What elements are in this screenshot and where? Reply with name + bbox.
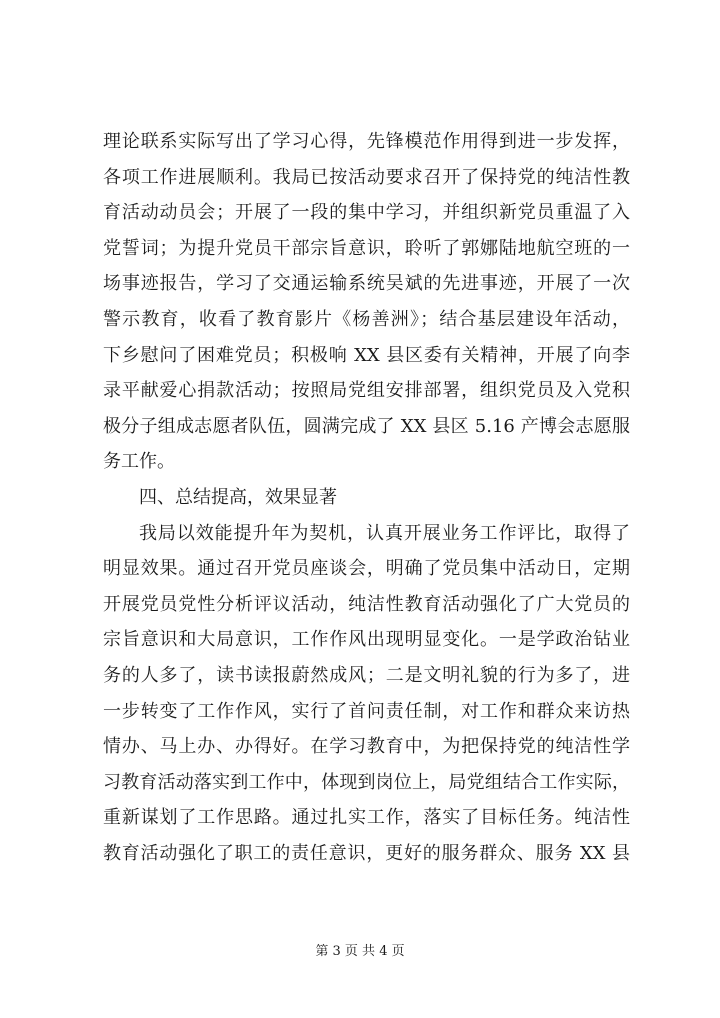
section-heading: 四、总结提高，效果显著 bbox=[139, 486, 337, 508]
text-line: 极分子组成志愿者队伍，圆满完成了 XX 县区 5.16 产博会志愿服 bbox=[103, 415, 630, 437]
text-line: 教育活动强化了职工的责任意识，更好的服务群众、服务 XX 县 bbox=[103, 842, 630, 864]
text-line: 重新谋划了工作思路。通过扎实工作，落实了目标任务。纯洁性 bbox=[103, 807, 630, 829]
text-line: 警示教育，收看了教育影片《杨善洲》；结合基层建设年活动， bbox=[103, 308, 630, 330]
body-text bbox=[103, 124, 630, 871]
text-line: 开展党员党性分析评议活动，纯洁性教育活动强化了广大党员的 bbox=[103, 593, 630, 615]
text-line: 宗旨意识和大局意识，工作作风出现明显变化。一是学政治钻业 bbox=[103, 629, 630, 651]
text-line: 务的人多了，读书读报蔚然成风；二是文明礼貌的行为多了，进 bbox=[103, 664, 630, 686]
text-line: 明显效果。通过召开党员座谈会，明确了党员集中活动日，定期 bbox=[103, 558, 630, 580]
text-line: 一步转变了工作作风，实行了首问责任制，对工作和群众来访热 bbox=[103, 700, 630, 722]
text-line: 录平献爱心捐款活动；按照局党组安排部署，组织党员及入党积 bbox=[103, 380, 630, 402]
paragraph-1 bbox=[103, 124, 630, 480]
text-line: 党誓词；为提升党员干部宗旨意识，聆听了郭娜陆地航空班的一 bbox=[103, 237, 630, 259]
paragraph-2 bbox=[103, 516, 630, 872]
text-line: 习教育活动落实到工作中，体现到岗位上，局党组结合工作实际， bbox=[103, 771, 630, 793]
text-line: 情办、马上办、办得好。在学习教育中，为把保持党的纯洁性学 bbox=[103, 736, 630, 758]
text-line: 理论联系实际写出了学习心得，先锋模范作用得到进一步发挥， bbox=[103, 131, 630, 152]
page-number-footer: 第 3 页 共 4 页 bbox=[315, 944, 405, 959]
text-line: 各项工作进展顺利。我局已按活动要求召开了保持党的纯洁性教 bbox=[103, 166, 630, 188]
text-line: 我局以效能提升年为契机，认真开展业务工作评比，取得了 bbox=[139, 522, 630, 544]
text-line: 下乡慰问了困难党员；积极响 XX 县区委有关精神，开展了向李 bbox=[103, 344, 630, 366]
text-line: 场事迹报告，学习了交通运输系统吴斌的先进事迹，开展了一次 bbox=[103, 273, 630, 295]
text-line: 育活动动员会；开展了一段的集中学习，并组织新党员重温了入 bbox=[103, 202, 630, 224]
text-line: 务工作。 bbox=[103, 451, 175, 473]
